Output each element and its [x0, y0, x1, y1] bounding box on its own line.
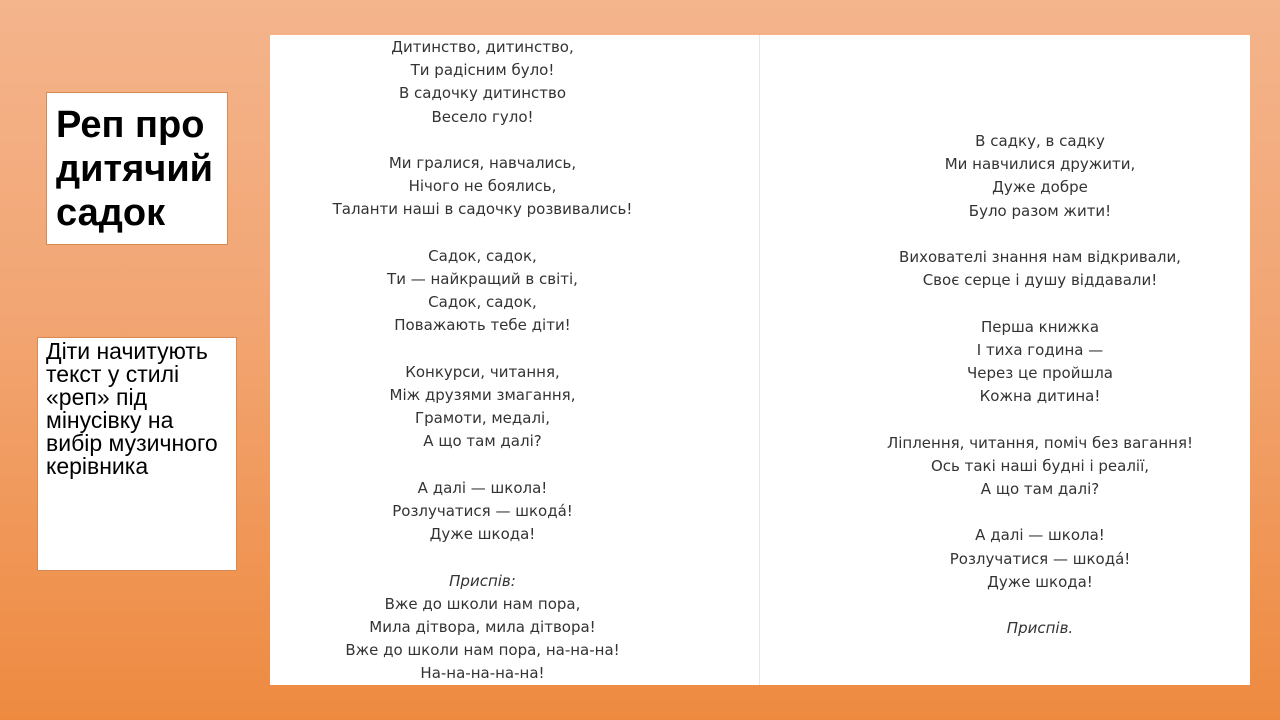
slide-description-box	[37, 337, 237, 571]
lyric-line: В садочку дитинство	[398, 84, 567, 103]
lyric-line: Ось такі наші будні і реалії,	[930, 456, 1150, 475]
lyric-line: Садок, садок,	[428, 246, 537, 265]
stanza	[810, 432, 1250, 502]
lyric-line: Весело гуло!	[431, 107, 534, 126]
lyrics-left-column	[270, 36, 695, 685]
lyric-line: Розлучатися — шкода́!	[392, 502, 573, 520]
lyrics-document	[270, 35, 1250, 685]
slide-title: Реп про дитячий садок	[56, 104, 214, 234]
lyric-line: Вже до школи нам пора,	[384, 594, 581, 613]
lyric-line: Ми навчилися дружити,	[944, 155, 1136, 174]
lyric-line: Ліплення, читання, поміч без вагання!	[886, 433, 1194, 452]
chorus-heading: Приспів:	[449, 571, 516, 590]
slide-description: Діти начитують текст у стилі «реп» під мінусівку на вибір музичного керівника	[46, 338, 218, 479]
lyrics-right-column	[810, 130, 1250, 664]
lyric-line: Між друзями змагання,	[389, 386, 576, 404]
lyric-line: Ти — найкращий в світі,	[387, 270, 578, 288]
lyric-line: На-на-на-на-на!	[420, 664, 545, 683]
stanza	[270, 361, 695, 454]
lyric-line: Конкурси, читання,	[405, 362, 560, 381]
lyric-line: Своє серце і душу віддавали!	[922, 271, 1158, 290]
lyric-line: Ми гралися, навчались,	[388, 154, 577, 172]
stanza	[810, 246, 1250, 292]
lyric-line: А далі — школа!	[975, 526, 1105, 545]
stanza	[810, 316, 1250, 409]
lyric-line: Було разом жити!	[968, 201, 1112, 220]
stanza	[810, 524, 1250, 594]
lyric-line: Розлучатися — шкода́!	[949, 549, 1131, 568]
lyric-line: Дуже добре	[992, 178, 1088, 197]
lyric-line: Вихователі знання нам відкривали,	[899, 248, 1181, 266]
lyric-line: Нічого не боялись,	[408, 177, 557, 196]
lyric-line: Дуже шкода!	[429, 525, 536, 544]
lyric-line: А що там далі?	[980, 480, 1100, 498]
lyric-line: Грамоти, медалі,	[414, 409, 550, 428]
stanza	[270, 152, 695, 222]
stanza	[270, 245, 695, 338]
stanza	[270, 36, 695, 129]
lyric-line: Ти радісним було!	[410, 61, 555, 80]
lyric-line: Садок, садок,	[428, 293, 537, 312]
lyric-line: Перша книжка	[980, 317, 1100, 336]
lyric-line: Дуже шкода!	[987, 572, 1093, 591]
chorus-stanza	[270, 570, 695, 685]
lyric-line: Дитинство, дитинство,	[391, 38, 574, 56]
chorus-stanza	[810, 617, 1250, 640]
lyric-line: Вже до школи нам пора, на-на-на!	[345, 641, 620, 660]
lyric-line: Таланти наші в садочку розвивались!	[332, 200, 633, 219]
lyric-line: Кожна дитина!	[979, 387, 1101, 406]
lyric-line: Мила дітвора, мила дітвора!	[369, 618, 596, 636]
stanza	[270, 477, 695, 547]
lyric-line: Через це пройшла	[967, 364, 1113, 382]
column-divider	[759, 35, 760, 685]
lyric-line: І тиха година —	[976, 340, 1104, 359]
slide-title-box	[46, 92, 228, 245]
lyric-line: А далі — школа!	[417, 478, 548, 497]
chorus-heading: Приспів.	[1006, 619, 1074, 638]
lyric-line: В садку, в садку	[975, 132, 1105, 150]
lyric-line: Поважають тебе діти!	[394, 316, 571, 335]
lyric-line: А що там далі?	[423, 432, 542, 451]
stanza	[810, 130, 1250, 223]
